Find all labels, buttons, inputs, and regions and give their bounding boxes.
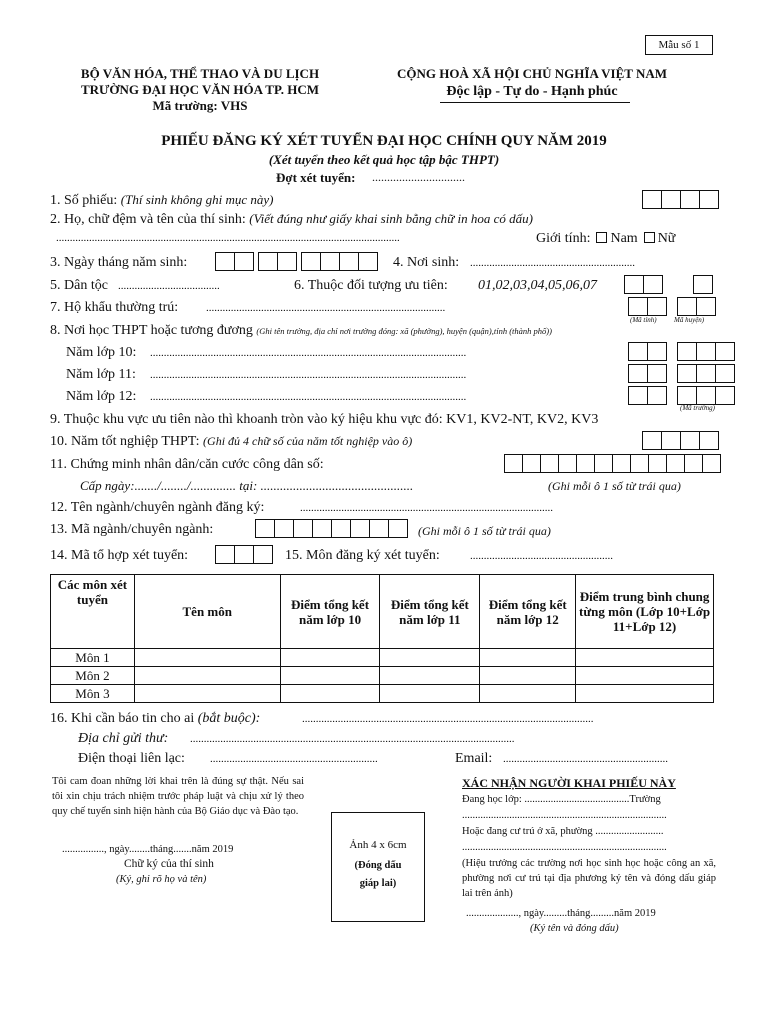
header-grade11: Điểm tổng kết năm lớp 11 (380, 575, 480, 649)
grade10-field[interactable]: ................................................................................................................... (150, 347, 467, 359)
table-cell[interactable] (380, 667, 480, 685)
id-note: (Ghi mỗi ô 1 số từ trái qua) (548, 479, 681, 493)
field-11-label: 11. Chứng minh nhân dân/căn cước công dân số: (50, 457, 324, 472)
table-cell[interactable] (280, 649, 380, 667)
ministry-name: BỘ VĂN HÓA, THỂ THAO VÀ DU LỊCH (80, 66, 320, 81)
school-name: TRƯỜNG ĐẠI HỌC VĂN HÓA TP. HCM (81, 82, 319, 97)
table-cell[interactable] (480, 649, 576, 667)
field-15-label: 15. Môn đăng ký xét tuyển: (285, 548, 440, 563)
table-cell[interactable] (280, 685, 380, 703)
address-field[interactable]: ...................................................................................................................... (190, 733, 515, 745)
confirm-sign-note: (Ký tên và đóng dấu) (530, 923, 619, 934)
confirm-class-line[interactable]: Đang học lớp: ........................................Trường (462, 794, 661, 805)
major-name-field[interactable]: ............................................................................................ (300, 502, 553, 514)
phone-field[interactable]: ............................................................. (210, 753, 378, 765)
round-field[interactable]: ............................... (372, 170, 465, 184)
district-code-boxes[interactable] (678, 297, 716, 316)
field-16-label: 16. Khi cần báo tin cho ai (bắt buộc): (50, 711, 261, 726)
header-average: Điểm trung bình chung từng môn (Lớp 10+Lớp 11+Lớp 12) (576, 575, 714, 649)
grade10-label: Năm lớp 10: (66, 345, 137, 360)
photo-box (331, 812, 425, 922)
header-subject-name: Tên môn (134, 575, 280, 649)
form-title: PHIẾU ĐĂNG KÝ XÉT TUYỂN ĐẠI HỌC CHÍNH QUY NĂM 2019 (161, 133, 607, 149)
row-label: Môn 3 (51, 685, 135, 703)
email-field[interactable]: ............................................................ (503, 753, 668, 765)
table-cell[interactable] (576, 649, 714, 667)
photo-size-label: Ảnh 4 x 6cm (349, 839, 407, 851)
row-label: Môn 2 (51, 667, 135, 685)
table-cell[interactable] (134, 667, 280, 685)
declaration-date: ................, ngày........tháng.......năm 2019 (62, 844, 234, 855)
signature-note: (Ký, ghi rõ họ và tên) (116, 874, 207, 885)
priority-boxes[interactable] (625, 275, 663, 294)
field-14-label: 14. Mã tổ hợp xét tuyển: (50, 548, 189, 563)
email-label: Email: (455, 751, 493, 766)
male-checkbox[interactable] (596, 232, 607, 243)
table-cell[interactable] (134, 685, 280, 703)
field-5-label: 5. Dân tộc (50, 278, 108, 293)
graduation-year-boxes[interactable] (643, 431, 719, 450)
ethnicity-field[interactable]: ..................................... (118, 280, 220, 292)
phone-label: Điện thoại liên lạc: (78, 751, 185, 766)
field-1-label: 1. Số phiếu: (Thí sinh không ghi mục này) (50, 192, 274, 208)
grade12-label: Năm lớp 12: (66, 389, 137, 404)
table-cell[interactable] (380, 685, 480, 703)
field-2-label: 2. Họ, chữ đệm và tên của thí sinh: (Viết đúng như giấy khai sinh bằng chữ in hoa có dấu) (50, 211, 533, 227)
combo-code-boxes[interactable] (216, 545, 273, 564)
female-checkbox[interactable] (644, 232, 655, 243)
table-cell[interactable] (480, 685, 576, 703)
score-table (50, 574, 714, 703)
residence-field[interactable]: ....................................................................................... (206, 302, 446, 314)
major-code-boxes[interactable] (256, 519, 408, 538)
birthplace-field[interactable]: ............................................................ (470, 257, 635, 269)
table-row (51, 649, 714, 667)
grade11-label: Năm lớp 11: (66, 367, 136, 382)
birthdate-boxes[interactable] (216, 252, 378, 271)
grade12-province-boxes[interactable] (629, 386, 667, 405)
table-cell[interactable] (576, 667, 714, 685)
field-6-label: 6. Thuộc đối tượng ưu tiên: (294, 278, 448, 293)
field-8-label: 8. Nơi học THPT hoặc tương đương (Ghi tên trường, địa chỉ nơi trường đóng: xã (phường), huyện (quận),tỉnh (thành phố)) (50, 323, 552, 338)
grade11-province-boxes[interactable] (629, 364, 667, 383)
table-cell[interactable] (280, 667, 380, 685)
confirm-instructions: (Hiệu trưởng các trường nơi học sinh học hoặc công an xã, phường nơi cư trú tại địa phương ký tên và đóng dấu giáp lai trên ảnh) (462, 858, 716, 899)
table-row (51, 667, 714, 685)
grade12-field[interactable]: ................................................................................................................... (150, 391, 467, 403)
table-cell[interactable] (576, 685, 714, 703)
form-number-boxes (643, 190, 719, 209)
gender-group: Giới tính: Nam Nữ (536, 231, 676, 246)
priority-values: 01,02,03,04,05,06,07 (478, 278, 597, 293)
subjects-field[interactable]: .................................................... (470, 550, 613, 562)
photo-stamp-note: (Đóng dấu giáp lai) (354, 860, 402, 889)
confirm-title: XÁC NHẬN NGƯỜI KHAI PHIẾU NÀY (462, 776, 676, 790)
field-7-label: 7. Hộ khẩu thường trú: (50, 300, 179, 315)
confirm-date: ...................., ngày.........tháng.........năm 2019 (466, 908, 656, 919)
school-code: Mã trường: VHS (152, 98, 248, 113)
republic-name: CỘNG HOÀ XÃ HỘI CHỦ NGHĨA VIỆT NAM (396, 66, 668, 81)
address-label: Địa chỉ gửi thư: (78, 731, 169, 746)
grade12-school-boxes[interactable] (678, 386, 735, 405)
field-10-label: 10. Năm tốt nghiệp THPT: (Ghi đủ 4 chữ số của năm tốt nghiệp vào ô) (50, 434, 413, 449)
row-label: Môn 1 (51, 649, 135, 667)
form-subtitle: (Xét tuyển theo kết quả học tập bậc THPT) (268, 152, 500, 167)
field-9-label: 9. Thuộc khu vực ưu tiên nào thì khoanh tròn vào ký hiệu khu vực đó: KV1, KV2-NT, KV2, KV3 (50, 412, 599, 427)
id-number-boxes[interactable] (505, 454, 721, 473)
header-grade12: Điểm tổng kết năm lớp 12 (480, 575, 576, 649)
field-4-label: 4. Nơi sinh: (393, 255, 460, 270)
confirm-dots-2[interactable]: .............................................................................. (462, 842, 667, 853)
table-cell[interactable] (480, 667, 576, 685)
province-code-boxes[interactable] (629, 297, 667, 316)
full-name-field[interactable]: ............................................................................................................................. (56, 232, 400, 244)
motto-underline (440, 102, 630, 103)
table-cell[interactable] (134, 649, 280, 667)
confirm-dots-1[interactable]: .............................................................................. (462, 810, 667, 821)
national-motto: Độc lập - Tự do - Hạnh phúc (446, 84, 618, 99)
district-code-note: Mã huyện) (674, 316, 705, 324)
declaration-text: Tôi cam đoan những lời khai trên là đúng sự thật. Nếu sai tôi xin chịu trách nhiệm trước pháp luật và chịu xử lý theo quy chế tuyển sinh hiện hành của Bộ Giáo dục và Đào tạo. (52, 776, 304, 817)
contact-person-field[interactable]: .......................................................................................................... (302, 713, 594, 725)
confirm-residence-line[interactable]: Hoặc đang cư trú ở xã, phường .......................... (462, 826, 664, 837)
table-cell[interactable] (380, 649, 480, 667)
grade10-school-boxes[interactable] (678, 342, 735, 361)
form-number-box: Mẫu số 1 (645, 35, 713, 55)
field-13-label: 13. Mã ngành/chuyên ngành: (50, 522, 214, 537)
id-issue-field[interactable]: Cấp ngày:......./......../.............. tại: ............................................... (80, 478, 414, 493)
major-code-note: (Ghi mỗi ô 1 số từ trái qua) (418, 524, 551, 538)
table-row (51, 685, 714, 703)
province-code-note: (Mã tỉnh) (630, 316, 657, 324)
grade11-field[interactable]: ................................................................................................................... (150, 369, 467, 381)
grade10-province-boxes[interactable] (629, 342, 667, 361)
field-12-label: 12. Tên ngành/chuyên ngành đăng ký: (50, 500, 265, 515)
field-3-label: 3. Ngày tháng năm sinh: (50, 255, 188, 270)
signature-label: Chữ ký của thí sinh (124, 858, 214, 870)
header-subjects: Các môn xét tuyển (51, 575, 135, 649)
school-code-note: (Mã trường) (680, 404, 715, 412)
header-grade10: Điểm tổng kết năm lớp 10 (280, 575, 380, 649)
grade11-school-boxes[interactable] (678, 364, 735, 383)
round-label: Đợt xét tuyển: (276, 170, 356, 185)
priority-box-single[interactable] (694, 275, 713, 294)
